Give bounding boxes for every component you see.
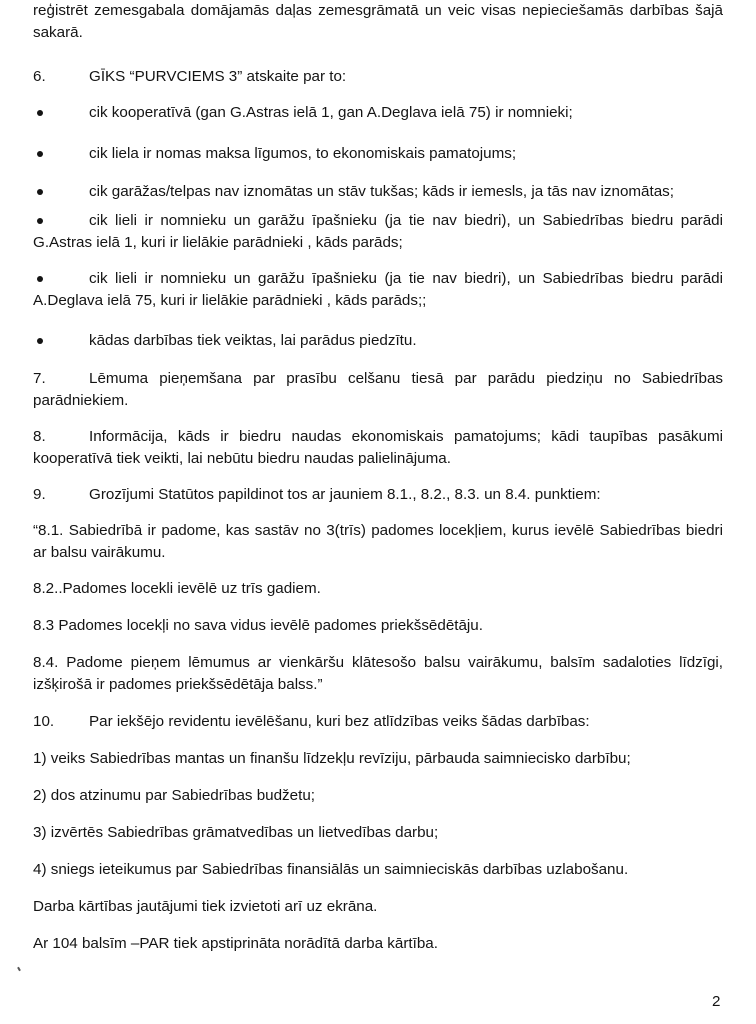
bullet-text: kādas darbības tiek veiktas, lai parādus piedzītu.	[89, 332, 417, 349]
bullet-icon	[37, 110, 43, 116]
auditor-duty-3: 3) izvērtēs Sabiedrības grāmatvedības un lietvedības darbu;	[33, 824, 439, 841]
statute-point-8-4: 8.4. Padome pieņem lēmumus ar vienkāršu klātesošo balsu vairākumu, balsīm sadaloties līdzīgi, izšķirošā ir padomes priekšsēdētāja balss.”	[33, 654, 723, 693]
closing-line-screen: Darba kārtības jautājumi tiek izvietoti arī uz ekrāna.	[33, 898, 378, 915]
bullet-text: cik kooperatīvā (gan G.Astras ielā 1, gan A.Deglava ielā 75) ir nomnieki;	[89, 104, 573, 121]
scan-speck	[17, 967, 21, 971]
bullet-icon	[37, 189, 43, 195]
item-text: Lēmuma pieņemšana par prasību celšanu tiesā par parādu piedziņu no Sabiedrības parādniekiem.	[33, 370, 723, 409]
auditor-duty-4: 4) sniegs ieteikumus par Sabiedrības finansiālās un saimnieciskās darbības uzlabošanu.	[33, 861, 629, 878]
bullet-icon	[37, 276, 43, 282]
closing-line-vote: Ar 104 balsīm –PAR tiek apstiprināta norādītā darba kārtība.	[33, 935, 438, 952]
bullet-item	[33, 210, 723, 254]
bullet-icon	[37, 338, 43, 344]
item-number: 9.	[33, 486, 46, 503]
item-number: 8.	[33, 428, 46, 445]
page-number: 2	[712, 993, 721, 1010]
item-text: Par iekšējo revidentu ievēlēšanu, kuri bez atlīdzības veiks šādas darbības:	[89, 713, 590, 730]
statute-point-8-2: 8.2..Padomes locekli ievēlē uz trīs gadiem.	[33, 580, 321, 597]
statute-point-8-3: 8.3 Padomes locekļi no sava vidus ievēlē padomes priekšsēdētāju.	[33, 617, 483, 634]
item-text: Grozījumi Statūtos papildinot tos ar jauniem 8.1., 8.2., 8.3. un 8.4. punktiem:	[89, 486, 601, 503]
bullet-text: cik lieli ir nomnieku un garāžu īpašnieku (ja tie nav biedri), un Sabiedrības biedru parādi G.Astras ielā 1, kuri ir lielākie parādnieki , kāds parāds;	[33, 212, 723, 251]
auditor-duty-2: 2) dos atzinumu par Sabiedrības budžetu;	[33, 787, 315, 804]
item-number: 10.	[33, 713, 55, 730]
item-number: 7.	[33, 370, 46, 387]
bullet-icon	[37, 151, 43, 157]
auditor-duty-1: 1) veiks Sabiedrības mantas un finanšu līdzekļu revīziju, pārbauda saimniecisko darbību;	[33, 750, 631, 767]
bullet-text: cik garāžas/telpas nav iznomātas un stāv tukšas; kāds ir iemesls, ja tās nav iznomātas;	[89, 183, 674, 200]
bullet-text: cik liela ir nomas maksa līgumos, to ekonomiskais pamatojums;	[89, 145, 517, 162]
bullet-icon	[37, 218, 43, 224]
agenda-item-8	[33, 426, 723, 470]
bullet-text: cik lieli ir nomnieku un garāžu īpašnieku (ja tie nav biedri), un Sabiedrības biedru parādi A.Deglava ielā 75, kuri ir lielākie parādnieki , kāds parāds;;	[33, 270, 723, 309]
item-text: GĪKS “PURVCIEMS 3” atskaite par to:	[89, 68, 347, 85]
statute-point-8-1: “8.1. Sabiedrībā ir padome, kas sastāv no 3(trīs) padomes locekļiem, kurus ievēlē Sabiedrības biedri ar balsu vairākumu.	[33, 522, 723, 561]
item-number: 6.	[33, 68, 46, 85]
item-text: Informācija, kāds ir biedru naudas ekonomiskais pamatojums; kādi taupības pasākumi kooperatīvā tiek veikti, lai nebūtu biedru naudas palielinājuma.	[33, 428, 723, 467]
bullet-item	[33, 268, 723, 312]
top-paragraph: reģistrēt zemesgabala domājamās daļas zemesgrāmatā un veic visas nepieciešamās darbības šajā sakarā.	[33, 2, 723, 41]
agenda-item-7	[33, 368, 723, 412]
